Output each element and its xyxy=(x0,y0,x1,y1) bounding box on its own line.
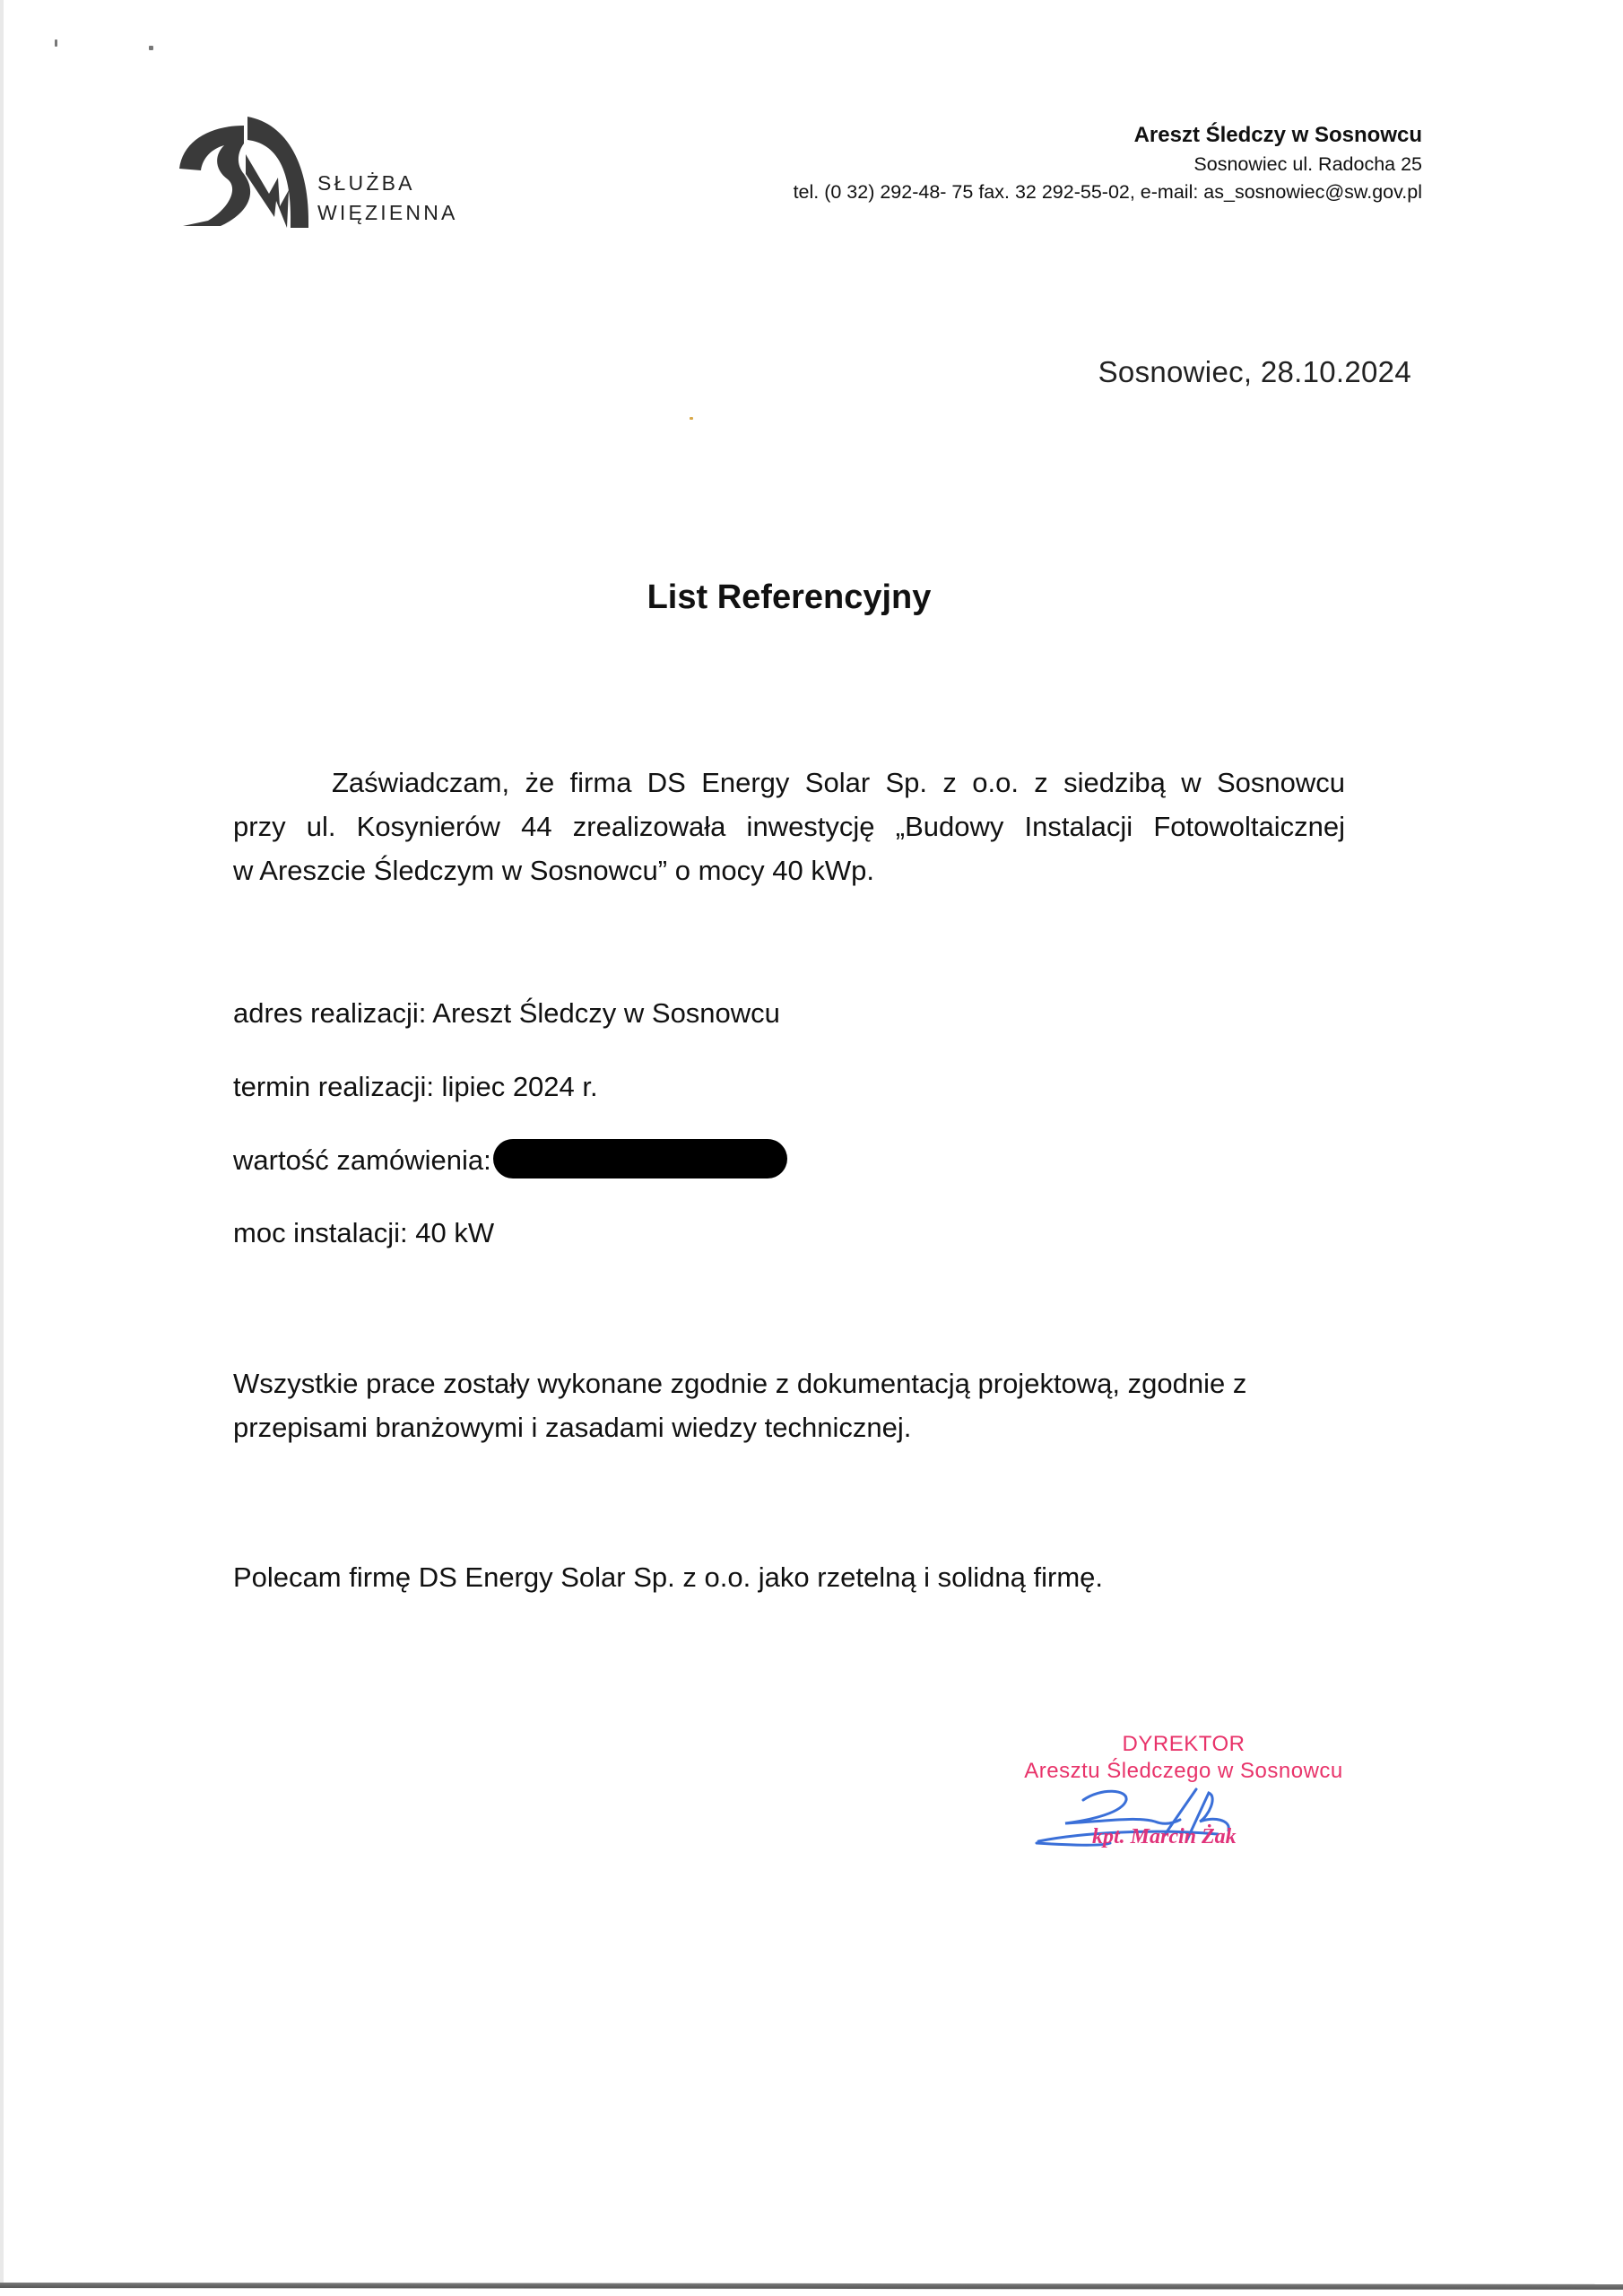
stamp-title: DYREKTOR xyxy=(1122,1732,1245,1756)
logo-line-1: SŁUŻBA xyxy=(317,171,415,195)
compliance-line: przepisami branżowymi i zasadami wiedzy technicznej. xyxy=(233,1412,912,1443)
intro-line: przy ul. Kosynierów 44 zrealizowała inwestycję „Budowy Instalacji Fotowoltaicznej xyxy=(233,811,1345,842)
logo xyxy=(176,115,499,231)
letterhead xyxy=(794,120,1422,206)
redaction-bar xyxy=(493,1139,787,1178)
institution-address: Sosnowiec ul. Radocha 25 xyxy=(1193,153,1422,175)
recommendation: Polecam firmę DS Energy Solar Sp. z o.o. jako rzetelną i solidną firmę. xyxy=(233,1561,1104,1593)
director-stamp xyxy=(986,1726,1381,1861)
scan-speck xyxy=(55,39,57,47)
detail-value-label: wartość zamówienia: xyxy=(233,1144,491,1176)
institution-name: Areszt Śledczy w Sosnowcu xyxy=(1133,123,1422,147)
compliance-paragraph xyxy=(233,1361,1345,1449)
compliance-line: Wszystkie prace zostały wykonane zgodnie z dokumentacją projektową, zgodnie z xyxy=(233,1368,1247,1399)
detail-term: termin realizacji: lipiec 2024 r. xyxy=(233,1071,598,1102)
detail-address: adres realizacji: Areszt Śledczy w Sosnowcu xyxy=(233,997,780,1029)
detail-power: moc instalacji: 40 kW xyxy=(233,1217,495,1248)
intro-paragraph xyxy=(233,761,1345,892)
logo-line-2: WIĘZIENNA xyxy=(317,201,458,224)
institution-contact: tel. (0 32) 292-48- 75 fax. 32 292-55-02, e-mail: as_sosnowiec@sw.gov.pl xyxy=(793,181,1422,203)
stamp-signatory: kpt. Marcin Żak xyxy=(1092,1825,1237,1848)
scan-speck xyxy=(690,417,693,420)
stamp-institution: Aresztu Śledczego w Sosnowcu xyxy=(1024,1759,1343,1783)
page-bottom-edge xyxy=(0,2283,1623,2290)
document-title: List Referencyjny xyxy=(647,578,932,616)
scan-speck xyxy=(149,46,153,50)
sw-emblem-icon xyxy=(176,115,310,231)
detail-value xyxy=(233,1144,787,1178)
page-left-edge xyxy=(0,0,4,2287)
intro-line: Zaświadczam, że firma DS Energy Solar Sp. z o.o. z siedzibą w Sosnowcu xyxy=(332,767,1345,798)
date-line: Sosnowiec, 28.10.2024 xyxy=(1098,355,1411,388)
logo-text xyxy=(317,169,458,228)
intro-line: w Areszcie Śledczym w Sosnowcu” o mocy 40 kWp. xyxy=(233,855,874,886)
